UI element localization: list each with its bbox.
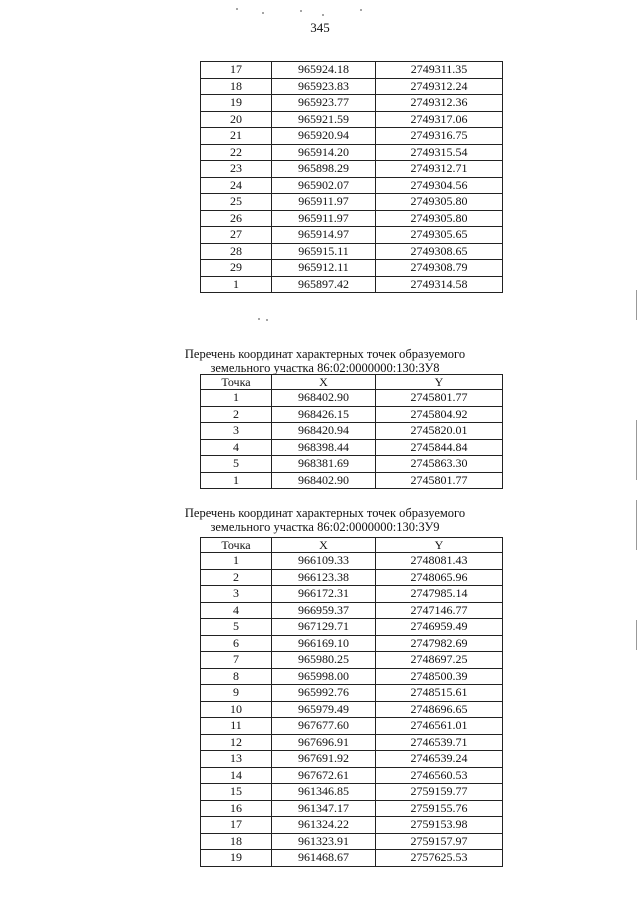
x-coordinate-cell: 965923.83 [272,78,376,95]
y-coordinate-cell: 2745863.30 [376,456,503,473]
point-number-cell: 19 [201,95,272,112]
x-coordinate-cell: 965980.25 [272,652,376,669]
table-row [201,177,503,194]
x-coordinate-cell: 967129.71 [272,619,376,636]
y-coordinate-cell: 2748515.61 [376,685,503,702]
y-coordinate-cell: 2759159.77 [376,784,503,801]
x-coordinate-cell: 968402.90 [272,390,376,407]
y-coordinate-cell: 2747982.69 [376,635,503,652]
point-number-cell: 9 [201,685,272,702]
y-coordinate-cell: 2746561.01 [376,718,503,735]
table-body [201,390,503,489]
table-row [201,767,503,784]
scan-speck [258,318,260,320]
x-coordinate-cell: 965998.00 [272,668,376,685]
table-row [201,586,503,603]
point-number-cell: 2 [201,406,272,423]
table-header [201,375,503,390]
point-number-cell: 1 [201,390,272,407]
x-coordinate-cell: 961324.22 [272,817,376,834]
x-coordinate-cell: 965923.77 [272,95,376,112]
x-coordinate-cell: 966959.37 [272,602,376,619]
table-row [201,800,503,817]
x-coordinate-cell: 968381.69 [272,456,376,473]
x-coordinate-cell: 961323.91 [272,833,376,850]
table-row [201,701,503,718]
table-row [201,276,503,293]
point-number-cell: 16 [201,800,272,817]
table-row [201,619,503,636]
table-row [201,635,503,652]
header-point: Точка [201,538,272,553]
x-coordinate-cell: 968398.44 [272,439,376,456]
table-row [201,210,503,227]
table-caption-zu9 [160,506,490,534]
y-coordinate-cell: 2748065.96 [376,569,503,586]
caption-line-1: Перечень координат характерных точек образуемого [184,347,466,361]
y-coordinate-cell: 2757625.53 [376,850,503,867]
table-row [201,78,503,95]
y-coordinate-cell: 2749316.75 [376,128,503,145]
point-number-cell: 3 [201,586,272,603]
point-number-cell: 1 [201,472,272,489]
y-coordinate-cell: 2745801.77 [376,472,503,489]
table-row [201,456,503,473]
table-row [201,62,503,79]
caption-line-2: земельного участка 86:02:0000000:130:ЗУ8 [210,361,440,375]
x-coordinate-cell: 967691.92 [272,751,376,768]
table-body [201,553,503,867]
table-row [201,553,503,570]
y-coordinate-cell: 2746959.49 [376,619,503,636]
y-coordinate-cell: 2749312.36 [376,95,503,112]
point-number-cell: 5 [201,456,272,473]
table-row [201,734,503,751]
x-coordinate-cell: 967672.61 [272,767,376,784]
x-coordinate-cell: 965898.29 [272,161,376,178]
x-coordinate-cell: 968426.15 [272,406,376,423]
y-coordinate-cell: 2748500.39 [376,668,503,685]
point-number-cell: 22 [201,144,272,161]
scan-edge-mark [636,420,637,480]
x-coordinate-cell: 966109.33 [272,553,376,570]
x-coordinate-cell: 968420.94 [272,423,376,440]
point-number-cell: 3 [201,423,272,440]
table-body [201,62,503,293]
scan-speck [360,9,362,11]
scan-speck [322,14,324,16]
caption-line-2: земельного участка 86:02:0000000:130:ЗУ9 [210,520,440,534]
y-coordinate-cell: 2748697.25 [376,652,503,669]
header-row [201,538,503,553]
point-number-cell: 29 [201,260,272,277]
x-coordinate-cell: 965911.97 [272,210,376,227]
x-coordinate-cell: 968402.90 [272,472,376,489]
x-coordinate-cell: 965924.18 [272,62,376,79]
y-coordinate-cell: 2748696.65 [376,701,503,718]
point-number-cell: 1 [201,553,272,570]
table-row [201,751,503,768]
y-coordinate-cell: 2749305.80 [376,210,503,227]
point-number-cell: 8 [201,668,272,685]
y-coordinate-cell: 2749308.65 [376,243,503,260]
scan-speck [266,319,268,321]
scan-edge-mark [636,500,637,550]
point-number-cell: 10 [201,701,272,718]
table-header [201,538,503,553]
y-coordinate-cell: 2745844.84 [376,439,503,456]
table-row [201,652,503,669]
table-row [201,260,503,277]
y-coordinate-cell: 2749315.54 [376,144,503,161]
table-row [201,472,503,489]
x-coordinate-cell: 965914.20 [272,144,376,161]
y-coordinate-cell: 2749305.65 [376,227,503,244]
point-number-cell: 5 [201,619,272,636]
table-row [201,833,503,850]
x-coordinate-cell: 965912.11 [272,260,376,277]
table-row [201,95,503,112]
x-coordinate-cell: 966123.38 [272,569,376,586]
table-row [201,161,503,178]
x-coordinate-cell: 965920.94 [272,128,376,145]
coordinates-table-zu9 [200,537,503,867]
table-row [201,144,503,161]
page-number: 345 [310,20,330,35]
header-x: X [272,375,376,390]
point-number-cell: 26 [201,210,272,227]
y-coordinate-cell: 2745801.77 [376,390,503,407]
y-coordinate-cell: 2749314.58 [376,276,503,293]
table-row [201,243,503,260]
table-row [201,602,503,619]
table-caption-zu8 [160,347,490,375]
y-coordinate-cell: 2749305.80 [376,194,503,211]
x-coordinate-cell: 966169.10 [272,635,376,652]
table-row [201,439,503,456]
point-number-cell: 13 [201,751,272,768]
table-row [201,817,503,834]
point-number-cell: 12 [201,734,272,751]
table-row [201,423,503,440]
y-coordinate-cell: 2749311.35 [376,62,503,79]
point-number-cell: 1 [201,276,272,293]
table-row [201,128,503,145]
x-coordinate-cell: 965897.42 [272,276,376,293]
y-coordinate-cell: 2745820.01 [376,423,503,440]
table-row [201,406,503,423]
point-number-cell: 27 [201,227,272,244]
x-coordinate-cell: 965992.76 [272,685,376,702]
y-coordinate-cell: 2746539.71 [376,734,503,751]
table-row [201,718,503,735]
point-number-cell: 20 [201,111,272,128]
point-number-cell: 18 [201,833,272,850]
y-coordinate-cell: 2749312.71 [376,161,503,178]
coordinates-table-continued [200,61,503,293]
table-row [201,569,503,586]
point-number-cell: 6 [201,635,272,652]
point-number-cell: 17 [201,62,272,79]
table-row [201,194,503,211]
x-coordinate-cell: 965914.97 [272,227,376,244]
y-coordinate-cell: 2748081.43 [376,553,503,570]
point-number-cell: 4 [201,602,272,619]
x-coordinate-cell: 961346.85 [272,784,376,801]
table-row [201,850,503,867]
x-coordinate-cell: 965915.11 [272,243,376,260]
y-coordinate-cell: 2759157.97 [376,833,503,850]
y-coordinate-cell: 2759153.98 [376,817,503,834]
x-coordinate-cell: 966172.31 [272,586,376,603]
scan-edge-mark [636,620,637,650]
scan-edge-mark [636,290,637,320]
y-coordinate-cell: 2746539.24 [376,751,503,768]
table-row [201,390,503,407]
y-coordinate-cell: 2759155.76 [376,800,503,817]
x-coordinate-cell: 961468.67 [272,850,376,867]
scan-speck [262,12,264,14]
point-number-cell: 28 [201,243,272,260]
x-coordinate-cell: 965911.97 [272,194,376,211]
x-coordinate-cell: 967696.91 [272,734,376,751]
y-coordinate-cell: 2745804.92 [376,406,503,423]
y-coordinate-cell: 2749308.79 [376,260,503,277]
header-row [201,375,503,390]
x-coordinate-cell: 965979.49 [272,701,376,718]
point-number-cell: 7 [201,652,272,669]
y-coordinate-cell: 2749312.24 [376,78,503,95]
scan-speck [236,8,238,10]
x-coordinate-cell: 965902.07 [272,177,376,194]
point-number-cell: 14 [201,767,272,784]
point-number-cell: 18 [201,78,272,95]
point-number-cell: 2 [201,569,272,586]
point-number-cell: 4 [201,439,272,456]
y-coordinate-cell: 2749317.06 [376,111,503,128]
header-y: Y [376,375,503,390]
point-number-cell: 23 [201,161,272,178]
point-number-cell: 17 [201,817,272,834]
header-x: X [272,538,376,553]
point-number-cell: 25 [201,194,272,211]
table-row [201,685,503,702]
table-row [201,784,503,801]
table-row [201,668,503,685]
y-coordinate-cell: 2747985.14 [376,586,503,603]
point-number-cell: 21 [201,128,272,145]
header-point: Точка [201,375,272,390]
x-coordinate-cell: 965921.59 [272,111,376,128]
y-coordinate-cell: 2747146.77 [376,602,503,619]
x-coordinate-cell: 967677.60 [272,718,376,735]
table-row [201,111,503,128]
x-coordinate-cell: 961347.17 [272,800,376,817]
point-number-cell: 11 [201,718,272,735]
y-coordinate-cell: 2746560.53 [376,767,503,784]
y-coordinate-cell: 2749304.56 [376,177,503,194]
coordinates-table-zu8 [200,374,503,489]
table-row [201,227,503,244]
point-number-cell: 24 [201,177,272,194]
point-number-cell: 15 [201,784,272,801]
header-y: Y [376,538,503,553]
point-number-cell: 19 [201,850,272,867]
caption-line-1: Перечень координат характерных точек образуемого [184,506,466,520]
scan-speck [300,10,302,12]
